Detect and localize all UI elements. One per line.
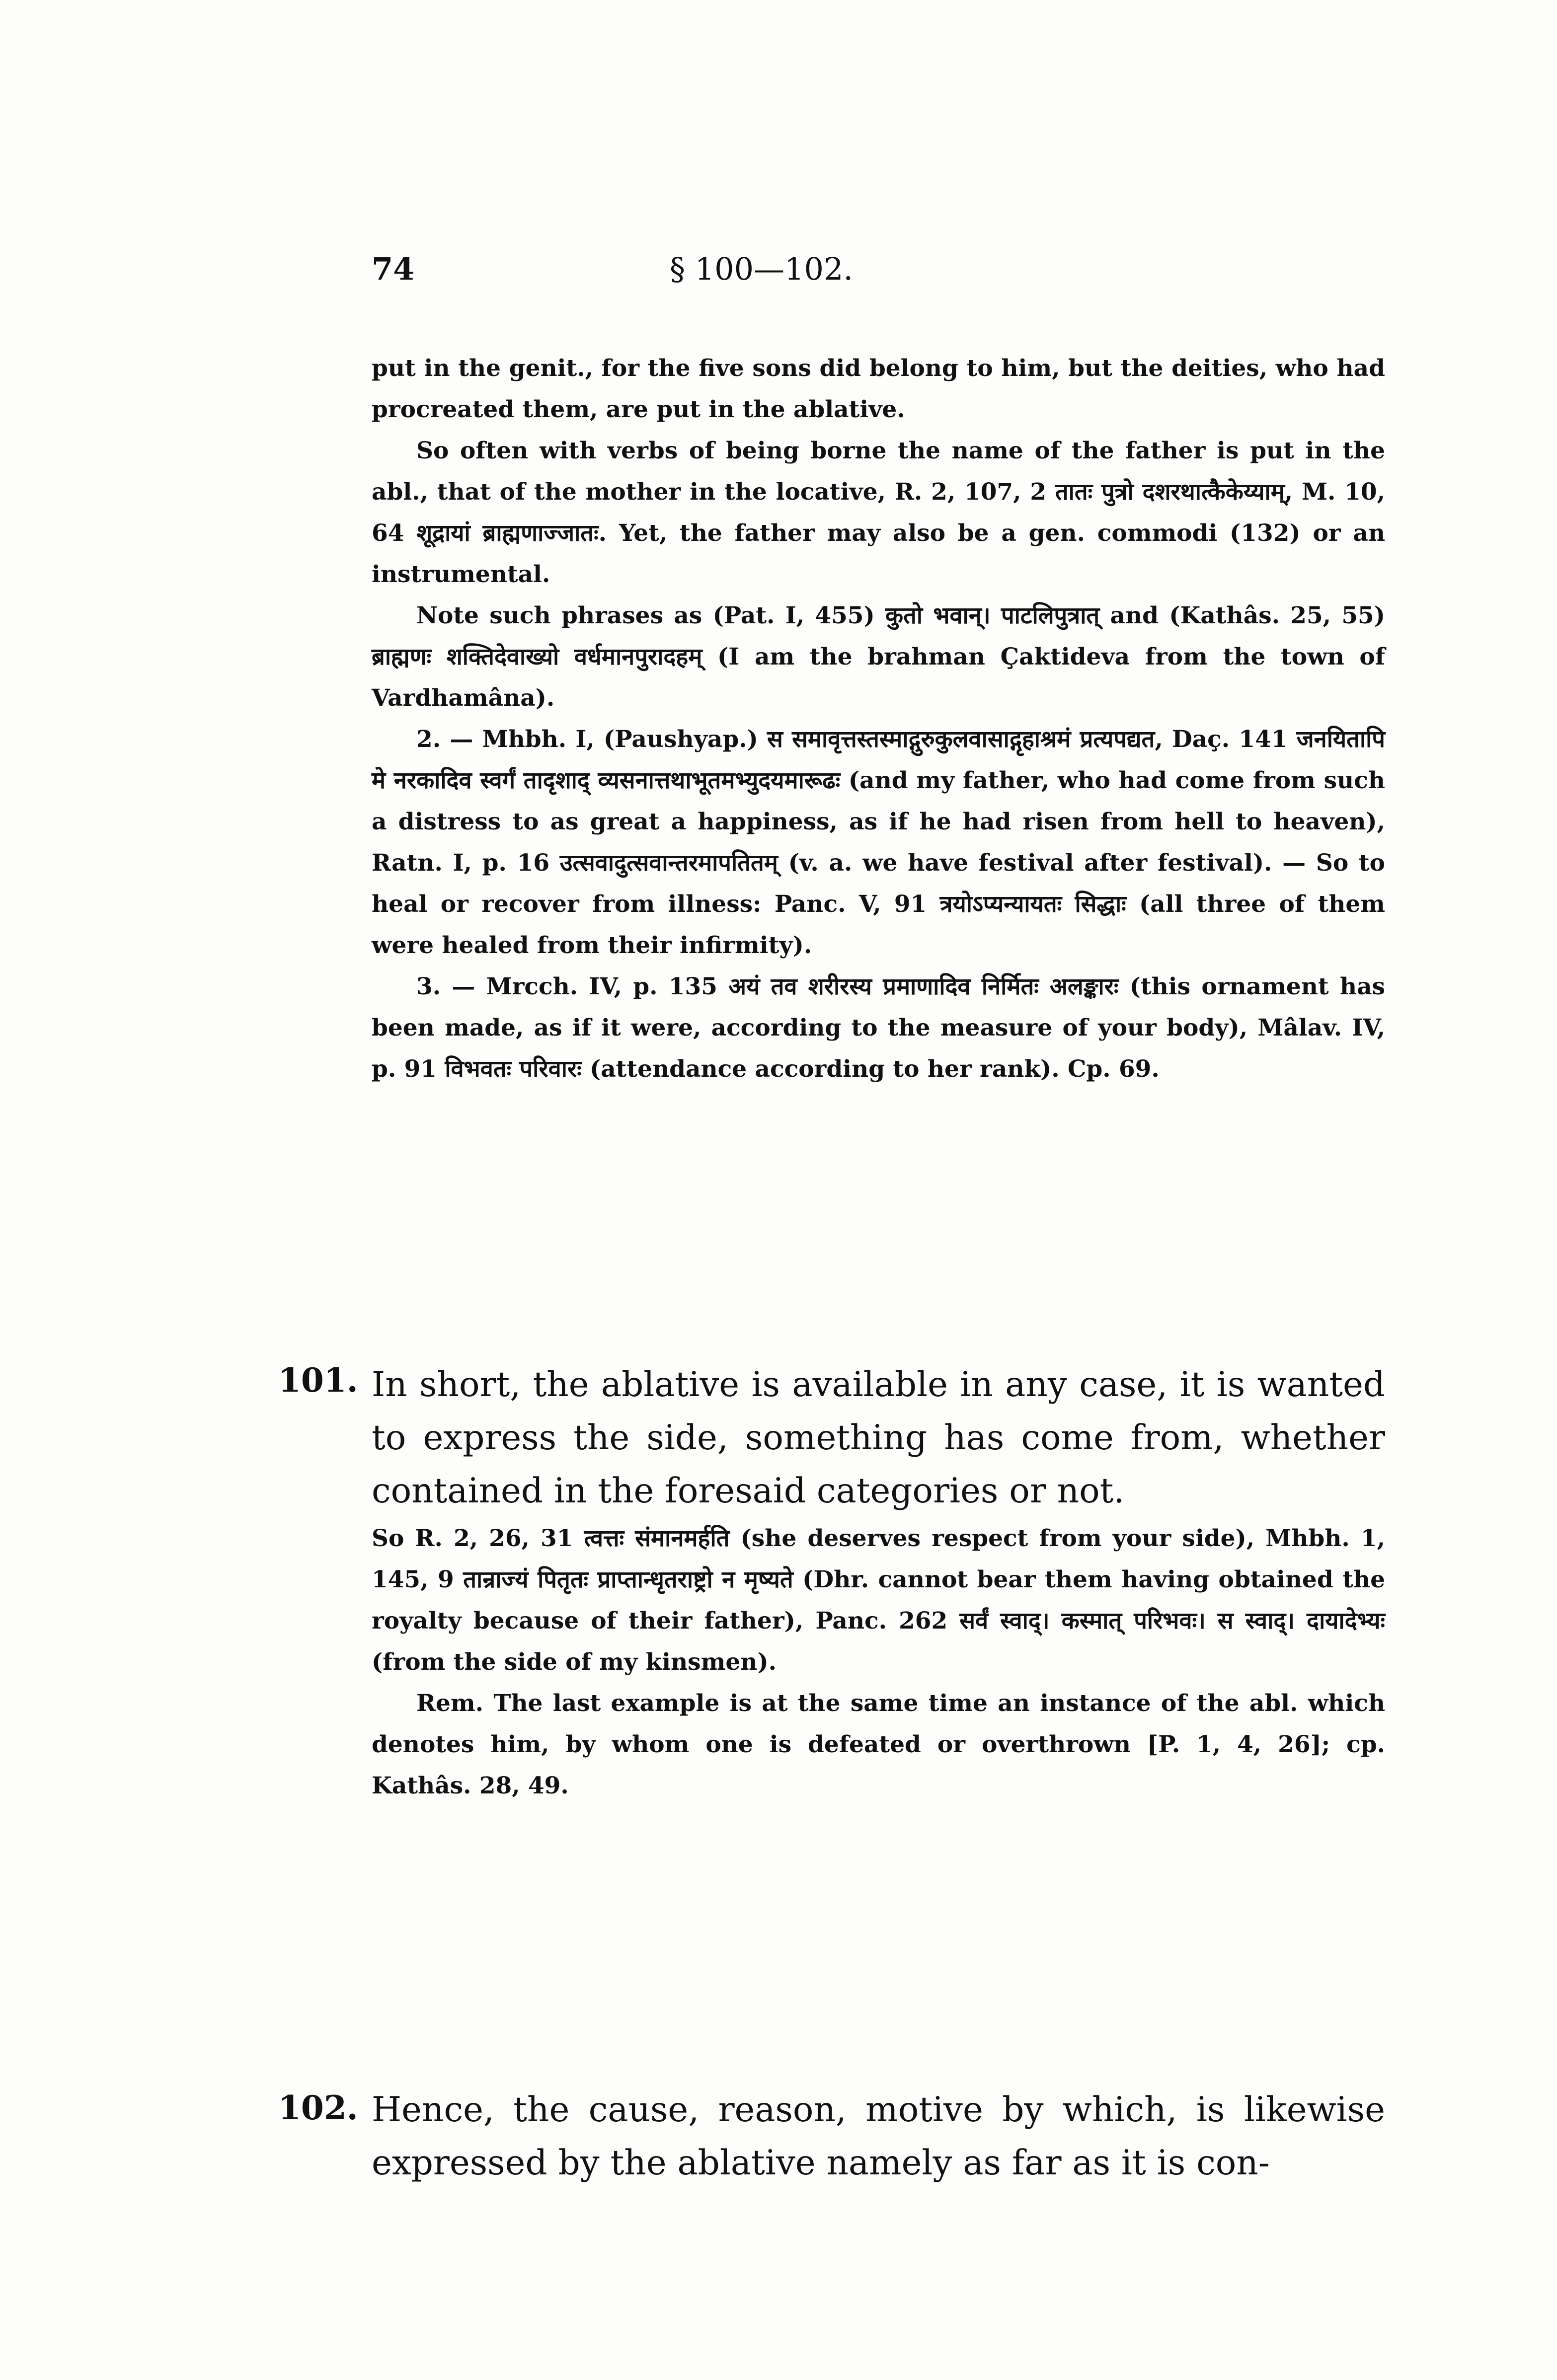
section-number-101: 101. <box>278 1361 358 1400</box>
note-phrases: Note such phrases as (Pat. I, 455) कुतो भवान्। पाटलिपुत्रात् and (Kathâs. 25, 55) ब्राह्मणः शक्तिदेवाख्यो वर्धमानपुरादहम् (I am the brahman Çaktideva from the town of Vardhamâna). <box>372 602 1385 712</box>
section-101-examples: So R. 2, 26, 31 त्वत्तः संमानमर्हति (she deserves respect from your side), Mhbh. 1, 145, 9 तान्राज्यं पितृतः प्राप्तान्धृतराष्ट्रो न मृष्यते (Dhr. cannot bear them having obtained the royalty because of their father), Panc. 262 सर्वं स्वाद्। कस्मात् परिभवः। स स्वाद्। दायादेभ्यः (from the side of my kinsmen). <box>372 1525 1385 1676</box>
note-3: 3. — Mrcch. IV, p. 135 अयं तव शरीरस्य प्रमाणादिव निर्मितः अलङ्कारः (this ornament has been made, as if it were, according to the measure of your body), Mâlav. IV, p. 91 विभवतः परिवारः (attendance according to her rank). Cp. 69. <box>372 973 1385 1083</box>
section-101-remark: Rem. The last example is at the same time an instance of the abl. which denotes him, by whom one is defeated or overthrown [P. 1, 4, 26]; cp. Kathâs. 28, 49. <box>372 1690 1385 1799</box>
section-range: § 100—102. <box>670 251 854 287</box>
running-header <box>372 251 1385 296</box>
note-2: 2. — Mhbh. I, (Paushyap.) स समावृत्तस्तस्माद्गुरुकुलवासाद्गृहाश्रमं प्रत्यपद्यत, Daç. 141 जनयितापि मे नरकादिव स्वर्गं तादृशाद् व्यसनात्तथाभूतमभ्युदयमारूढः (and my father, who had come from such a distress to as great a happiness, as if he had risen from hell to heaven), Ratn. I, p. 16 उत्सवादुत्सवान्तरमापतितम् (v. a. we have festival after festival). — So to heal or recover from illness: Panc. V, 91 त्रयोऽप्यन्यायतः सिद्धाः (all three of them were healed from their infirmity). <box>372 726 1385 959</box>
section-101-main-text: In short, the ablative is available in any case, it is wanted to express the side, something has come from, whether contained in the foresaid categories or not. <box>372 1365 1385 1511</box>
page-number: 74 <box>372 251 415 287</box>
section-101 <box>372 1358 1385 1806</box>
section-100-continued <box>372 348 1385 1090</box>
section-102-main-text: Hence, the cause, reason, motive by which, is likewise expressed by the ablative namely as far as it is con- <box>372 2090 1385 2183</box>
paragraph-being-borne: So often with verbs of being borne the name of the father is put in the abl., that of the mother in the locative, R. 2, 107, 2 तातः पुत्रो दशरथात्कैकेय्याम्, M. 10, 64 शूद्रायां ब्राह्मणाज्जातः. Yet, the father may also be a gen. commodi (132) or an instrumental. <box>372 437 1385 588</box>
paragraph-genitive: put in the genit., for the five sons did belong to him, but the deities, who had procreated them, are put in the ablative. <box>372 355 1385 423</box>
section-102 <box>372 2083 1385 2190</box>
section-number-102: 102. <box>278 2088 358 2127</box>
